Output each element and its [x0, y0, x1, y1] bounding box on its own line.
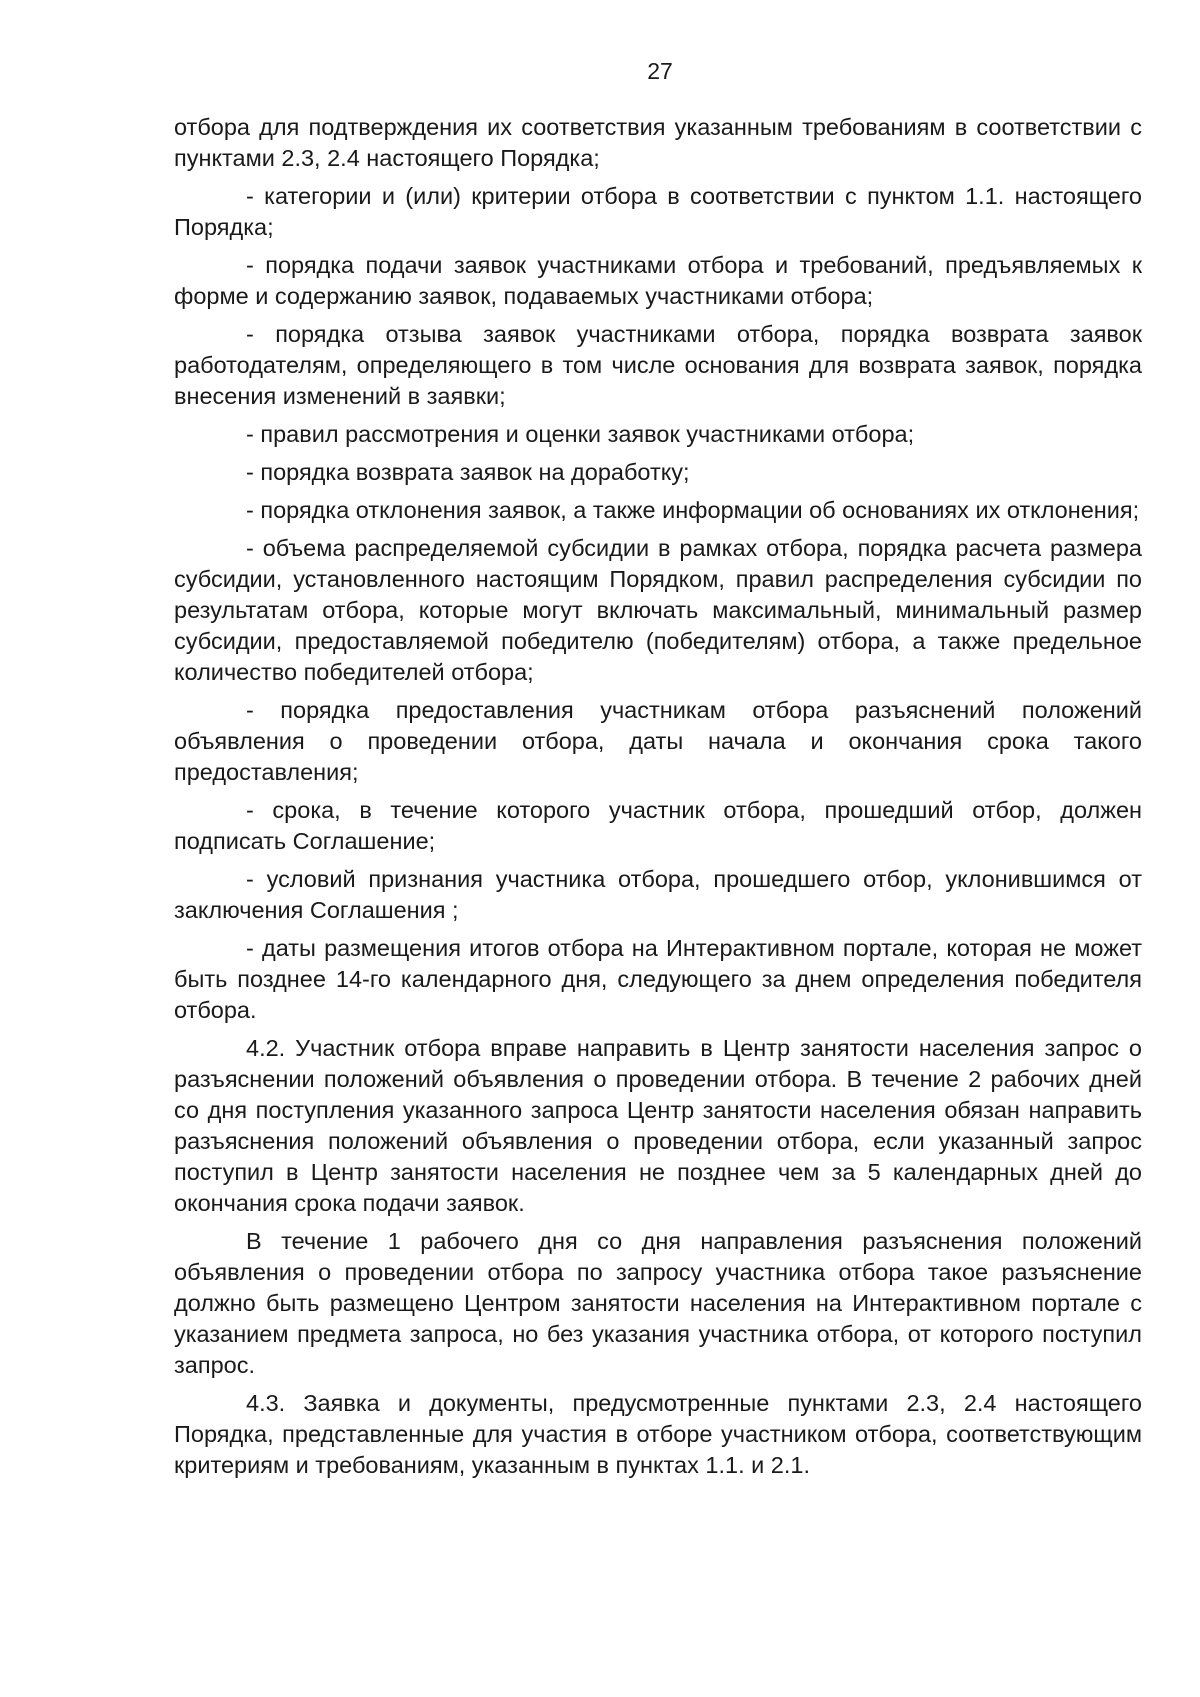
page-number: 27	[647, 58, 673, 84]
paragraph-continuation: отбора для подтверждения их соответствия указанным требованиям в соответствии с пунктами 2.3, 2.4 настоящего Порядка;	[174, 114, 1142, 171]
list-item-return-for-revision: - порядка возврата заявок на доработку;	[246, 459, 690, 485]
list-item-rejection-procedure: - порядка отклонения заявок, а также информации об основаниях их отклонения;	[246, 497, 1140, 523]
section-4-2: 4.2. Участник отбора вправе направить в Центр занятости населения запрос о разъяснении положений объявления о проведении отбора. В течение 2 рабочих дней со дня поступления указанного запроса Центр занятости населения обязан направить разъяснения положений объявления о проведении отбора, если указанный запрос поступил в Центр занятости населения не позднее чем за 5 календарных дней до окончания срока подачи заявок.	[174, 1035, 1142, 1216]
list-item-evasion-conditions: - условий признания участника отбора, прошедшего отбор, уклонившимся от заключения Соглашения ;	[174, 866, 1142, 923]
list-item-review-rules: - правил рассмотрения и оценки заявок участниками отбора;	[246, 421, 915, 447]
section-4-3: 4.3. Заявка и документы, предусмотренные пунктами 2.3, 2.4 настоящего Порядка, представленные для участия в отборе участником отбора, соответствующим критериям и требованиям, указанным в пунктах 1.1. и 2.1.	[174, 1390, 1142, 1478]
list-item-withdrawal-procedure: - порядка отзыва заявок участниками отбора, порядка возврата заявок работодателям, определяющего в том числе основания для возврата заявок, порядка внесения изменений в заявки;	[174, 321, 1142, 409]
section-4-2-followup: В течение 1 рабочего дня со дня направления разъяснения положений объявления о проведении отбора по запросу участника отбора такое разъяснение должно быть размещено Центром занятости населения на Интерактивном портале с указанием предмета запроса, но без указания участника отбора, от которого поступил запрос.	[174, 1228, 1142, 1378]
list-item-submission-procedure: - порядка подачи заявок участниками отбора и требований, предъявляемых к форме и содержанию заявок, подаваемых участниками отбора;	[174, 252, 1142, 309]
list-item-criteria: - категории и (или) критерии отбора в соответствии с пунктом 1.1. настоящего Порядка;	[174, 183, 1142, 240]
list-item-results-date: - даты размещения итогов отбора на Интерактивном портале, которая не может быть позднее 14-го календарного дня, следующего за днем определения победителя отбора.	[174, 935, 1142, 1023]
list-item-clarifications: - порядка предоставления участникам отбора разъяснений положений объявления о проведении отбора, даты начала и окончания срока такого предоставления;	[174, 697, 1142, 785]
list-item-subsidy-volume: - объема распределяемой субсидии в рамках отбора, порядка расчета размера субсидии, установленного настоящим Порядком, правил распределения субсидии по результатам отбора, которые могут включать максимальный, минимальный размер субсидии, предоставляемой победителю (победителям) отбора, а также предельное количество победителей отбора;	[174, 535, 1142, 685]
document-body	[174, 112, 1142, 1481]
list-item-signing-deadline: - срока, в течение которого участник отбора, прошедший отбор, должен подписать Соглашение;	[174, 797, 1142, 854]
